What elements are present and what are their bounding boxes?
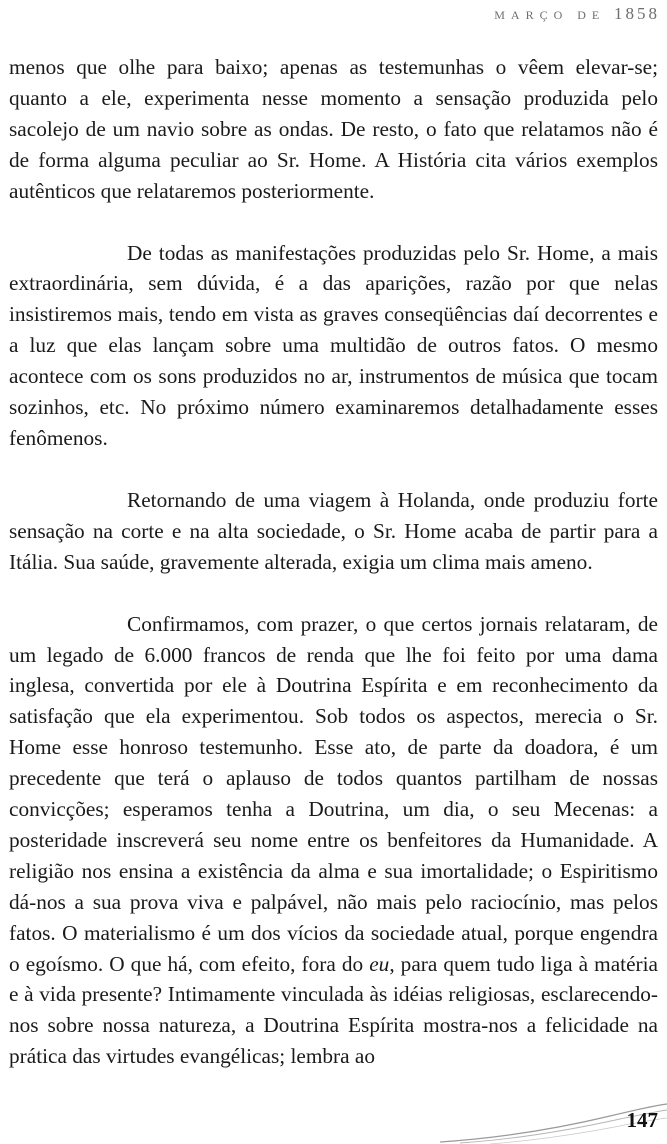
running-header xyxy=(494,4,660,24)
paragraph-1: menos que olhe para baixo; apenas as testemunhas o vêem elevar-se; quanto a ele, experimenta nesse momento a sensação produzida pelo sacolejo de um navio sobre as ondas. De resto, o fato que relatamos não é de forma alguma peculiar ao Sr. Home. A História cita vários exemplos autênticos que relataremos posteriormente. xyxy=(9,55,658,203)
paragraph-2: De todas as manifestações produzidas pelo Sr. Home, a mais extraordinária, sem dúvida, é a das aparições, razão por que nelas insistiremos mais, tendo em vista as graves conseqüências daí decorrentes e a luz que elas lançam sobre uma multidão de outros fatos. O mesmo acontece com os sons produzidos no ar, instrumentos de música que tocam sozinhos, etc. No próximo número examinaremos detalhadamente esses fenômenos. xyxy=(9,240,658,450)
page-body xyxy=(9,52,658,1072)
header-month: MARÇO DE xyxy=(494,8,606,22)
paragraph-4-emphasis: eu xyxy=(369,951,390,976)
paragraph-4-part-2: , para quem tudo liga à matéria e à vida presente? Intimamente vinculada às idéias religiosas, esclarecendo-nos sobre nossa natureza, a Doutrina Espírita mostra-nos a felicidade na prática das virtudes evangélicas; lembra ao xyxy=(9,951,658,1069)
page-number: 147 xyxy=(626,1108,658,1132)
paragraph-4 xyxy=(9,609,658,1073)
header-year: 1858 xyxy=(614,4,660,23)
paragraph-4-part-1: Confirmamos, com prazer, o que certos jornais relataram, de um legado de 6.000 francos de renda que lhe foi feito por uma dama inglesa, convertida por ele à Doutrina Espírita e em reconhecimento da satisfação que ela experimentou. Sob todos os aspectos, merecia o Sr. Home esse honroso testemunho. Esse ato, de parte da doadora, é um precedente que terá o aplauso de todos quantos partilham de nossas convicções; esperamos tenha a Doutrina, um dia, o seu Mecenas: a posteridade inscreverá seu nome entre os benfeitores da Humanidade. A religião nos ensina a existência da alma e sua imortalidade; o Espiritismo dá-nos a sua prova viva e palpável, não mais pelo raciocínio, mas pelos fatos. O materialismo é um dos vícios da sociedade atual, porque engendra o egoísmo. O que há, com efeito, fora do xyxy=(9,611,658,976)
paragraph-3: Retornando de uma viagem à Holanda, onde produziu forte sensação na corte e na alta sociedade, o Sr. Home acaba de partir para a Itália. Sua saúde, gravemente alterada, exigia um clima mais ameno. xyxy=(9,487,658,574)
